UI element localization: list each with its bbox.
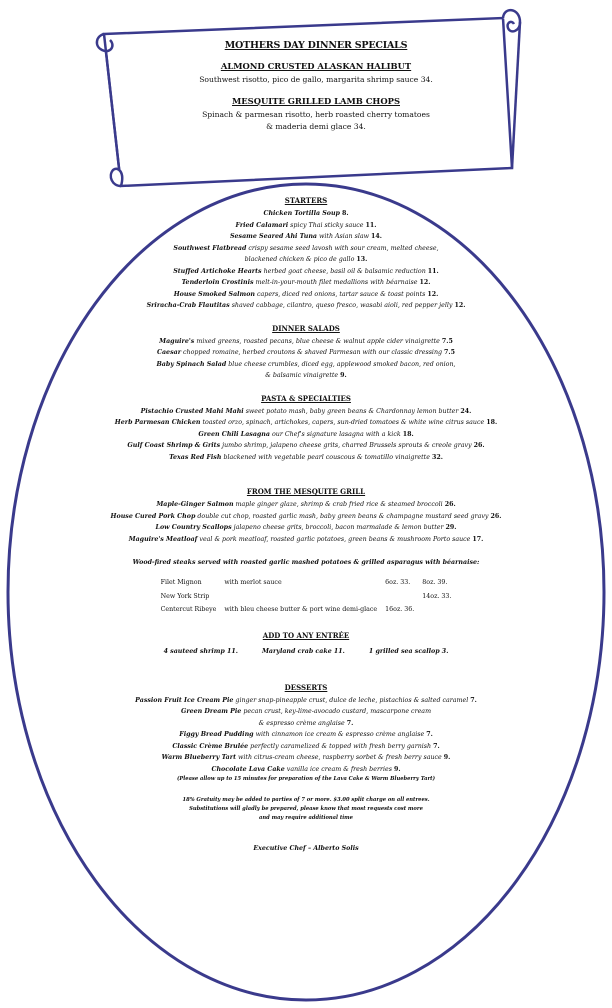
steak-description-cell: [220, 603, 381, 617]
special-description: Southwest risotto, pico de gallo, margarita shrimp sauce 34.: [199, 75, 433, 84]
mesquite-heading: FROM THE MESQUITE GRILL: [246, 487, 366, 496]
desserts-note: (Please allow up to 15 minutes for preparation of the Lava Cake & Warm Blueberry Tart): [176, 776, 436, 782]
item-price: 9.: [393, 765, 401, 773]
item-name: Figgy Bread Pudding: [179, 731, 254, 738]
steak-name-cell: [157, 576, 221, 590]
item-description: with cinnamon ice cream & espresso crème anglaise: [255, 731, 425, 738]
item-price: 26.: [473, 442, 485, 449]
item-name: Warm Blueberry Tart: [161, 754, 236, 761]
steaks-intro: Wood-fired steaks served with roasted garlic mashed potatoes & grilled asparagus with béarnaise:: [132, 559, 480, 566]
executive-chef: Executive Chef – Alberto Solis: [253, 845, 359, 852]
item-price: 12.: [454, 302, 466, 309]
menu-body: [96, 196, 516, 852]
steak-size-1-cell: [381, 576, 418, 590]
steak-size-1: 16oz. 36.: [385, 606, 415, 613]
steak-description: with merlot sauce: [224, 579, 282, 586]
menu-item: [96, 452, 516, 464]
item-name: Low Country Scallops: [155, 524, 232, 531]
menu-item: [96, 300, 516, 312]
menu-item: [96, 370, 516, 382]
starters-list: [96, 208, 516, 312]
steak-name: Filet Mignon: [160, 579, 202, 586]
item-price: 17.: [472, 535, 484, 543]
item-price: 12.: [419, 279, 431, 286]
menu-item: [96, 522, 516, 534]
item-description: herbed goat cheese, basil oil & balsamic reduction: [263, 267, 426, 275]
specials-title: MOTHERS DAY DINNER SPECIALS: [224, 40, 408, 51]
footer-notes: [96, 796, 516, 823]
item-name: Gulf Coast Shrimp & Grits: [127, 442, 221, 449]
steak-name-cell: [157, 603, 221, 617]
item-description: spicy Thai sticky sauce: [290, 221, 364, 229]
item-description: perfectly caramelized & topped with fresh berry garnish: [250, 742, 432, 750]
menu-item: [96, 406, 516, 418]
menu-item: [96, 347, 516, 359]
item-name: Chicken Tortilla Soup: [263, 210, 340, 217]
menu-item: [96, 511, 516, 523]
item-name: Maguire's: [159, 337, 195, 345]
item-price: 8.: [341, 210, 349, 217]
item-description: jalapeno cheese grits, broccoli, bacon marmalade & lemon butter: [233, 524, 444, 531]
item-description: melt-in-your-mouth filet medallions with béarnaise: [255, 279, 418, 286]
item-description: blackened chicken & pico de gallo: [244, 256, 355, 263]
item-description: with citrus-cream cheese, raspberry sorbet & fresh berry sauce: [238, 754, 442, 761]
steak-description-cell: [220, 590, 381, 604]
menu-item: [96, 243, 516, 255]
item-price: 14.: [371, 233, 382, 240]
item-name: Herb Parmesan Chicken: [114, 419, 201, 426]
starters-heading: STARTERS: [284, 196, 328, 205]
item-name: Chocolate Lava Cake: [211, 765, 285, 773]
menu-item: [96, 277, 516, 289]
item-description: maple ginger glaze, shrimp & crab fried rice & steamed broccoli: [235, 501, 443, 508]
steak-size-2: 8oz. 39.: [422, 579, 448, 586]
item-description: double cut chop, roasted garlic mash, baby green beans & champagne mustard seed gravy: [197, 512, 489, 520]
item-description: blackened with vegetable pearl couscous & tomatillo vinaigrette: [223, 453, 430, 461]
item-name: Green Dream Pie: [180, 708, 242, 715]
menu-item: [96, 429, 516, 441]
item-name: Stuffed Artichoke Hearts: [173, 267, 262, 275]
item-name: House Cured Pork Chop: [110, 512, 196, 520]
item-name: Pistachio Crusted Mahi Mahi: [140, 407, 244, 415]
item-name: Southwest Flatbread: [173, 244, 247, 252]
item-price: 18.: [486, 419, 498, 426]
menu-item: [96, 729, 516, 741]
menu-item: [96, 741, 516, 753]
special-description: & maderia demi glace 34.: [266, 122, 366, 131]
menu-item: [96, 208, 516, 220]
item-description: pecan crust, key-lime-avocado custard, mascarpone cream: [243, 708, 432, 715]
menu-item: [96, 534, 516, 546]
steak-size-2: 14oz. 33.: [422, 592, 452, 600]
item-description: shaved cabbage, cilantro, queso fresco, wasabi aioli, red pepper jelly: [231, 302, 453, 309]
item-price: 11.: [427, 267, 439, 275]
steak-row: [157, 590, 456, 604]
menu-item: [96, 289, 516, 301]
item-name: Caesar: [156, 349, 182, 356]
steak-row: [157, 576, 456, 590]
item-price: 9.: [443, 754, 451, 761]
item-description: & balsamic vinaigrette: [265, 372, 339, 379]
menu-item: [96, 266, 516, 278]
steak-name: Centercut Ribeye: [160, 606, 217, 613]
addon-item: 4 sauteed shrimp 11.: [163, 647, 238, 655]
item-description: blue cheese crumbles, diced egg, applewood smoked bacon, red onion,: [228, 360, 456, 368]
addon-item: 1 grilled sea scallop 3.: [368, 647, 449, 655]
steak-row: [157, 603, 456, 617]
item-price: 24.: [460, 407, 472, 415]
item-name: Classic Crème Brulée: [172, 742, 249, 750]
item-description: toasted orzo, spinach, artichokes, capers, sun-dried tomatoes & white wine citrus sauce: [202, 419, 485, 426]
item-description: with Asian slaw: [319, 233, 370, 240]
item-price: 18.: [402, 430, 414, 438]
steak-size-2-cell: [418, 576, 455, 590]
menu-item: [96, 752, 516, 764]
menu-item: [96, 417, 516, 429]
item-price: 32.: [431, 453, 443, 461]
menu-item: [96, 718, 516, 730]
menu-item: [96, 231, 516, 243]
item-price: 11.: [365, 221, 377, 229]
item-description: capers, diced red onions, tartar sauce & toast points: [257, 290, 426, 298]
item-name: Tenderloin Crostinis: [181, 279, 254, 286]
menu-item: [96, 706, 516, 718]
item-price: 26.: [490, 512, 502, 520]
steak-name: New York Strip: [160, 592, 210, 600]
steak-size-2-cell: [418, 603, 455, 617]
item-name: Maple-Ginger Salmon: [156, 501, 234, 508]
item-price: 12.: [427, 290, 439, 298]
item-description: mixed greens, roasted pecans, blue cheese & walnut apple cider vinaigrette: [196, 337, 440, 345]
specials-list: [118, 61, 514, 133]
item-price: 26.: [444, 501, 456, 508]
item-description: veal & pork meatloaf, roasted garlic potatoes, green beans & mushroom Porto sauce: [199, 535, 471, 543]
item-price: 7.: [433, 742, 440, 750]
item-name: Fried Calamari: [235, 221, 289, 229]
menu-item: [96, 499, 516, 511]
footer-note: 18% Gratuity may be added to parties of 7 or more. $3.00 split charge on all entrees.: [182, 797, 430, 803]
item-description: jumbo shrimp, jalapeno cheese grits, charred Brussels sprouts & creole gravy: [222, 442, 472, 449]
menu-item: [96, 440, 516, 452]
menu-item: [96, 359, 516, 371]
menu-item: [96, 220, 516, 232]
item-price: 9.: [340, 372, 347, 379]
specials-panel: [118, 36, 514, 133]
steak-description: with bleu cheese butter & port wine demi-glace: [224, 606, 378, 613]
item-description: & espresso crème anglaise: [258, 719, 345, 727]
item-name: Texas Red Fish: [169, 453, 222, 461]
item-description: ginger snap-pineapple crust, dulce de leche, pistachios & salted caramel: [235, 696, 469, 704]
item-price: 7.: [346, 719, 354, 727]
special-name: ALMOND CRUSTED ALASKAN HALIBUT: [220, 61, 412, 71]
steak-size-1-cell: [381, 590, 418, 604]
salads-list: [96, 336, 516, 382]
steak-size-2-cell: [418, 590, 455, 604]
item-name: Green Chili Lasagna: [198, 430, 270, 438]
item-price: 13.: [356, 256, 368, 263]
addons-list: [96, 648, 516, 655]
item-price: 7.: [426, 731, 433, 738]
addon-item: Maryland crab cake 11.: [261, 647, 345, 655]
item-price: 7.5: [444, 349, 456, 356]
desserts-list: [96, 695, 516, 776]
special-description: Spinach & parmesan risotto, herb roasted cherry tomatoes: [202, 110, 430, 119]
item-name: Sriracha-Crab Flautitas: [146, 302, 230, 309]
item-name: Baby Spinach Salad: [156, 360, 227, 368]
item-description: vanilla ice cream & fresh berries: [286, 765, 392, 773]
addons-heading: ADD TO ANY ENTRÉE: [262, 630, 350, 640]
item-description: our Chef's signature lasagna with a kick: [271, 430, 401, 438]
item-description: chopped romaine, herbed croutons & shaved Parmesan with our classic dressing: [183, 349, 443, 356]
steak-size-1-cell: [381, 603, 418, 617]
footer-note: and may require additional time: [259, 815, 353, 821]
special-name: MESQUITE GRILLED LAMB CHOPS: [232, 96, 400, 106]
item-name: Passion Fruit Ice Cream Pie: [135, 696, 234, 704]
desserts-heading: DESSERTS: [284, 682, 328, 692]
menu-item: [96, 336, 516, 348]
steak-description-cell: [220, 576, 381, 590]
steak-size-1: 6oz. 33.: [385, 579, 411, 586]
item-name: Maguire's Meatloaf: [128, 535, 198, 543]
mesquite-list: [96, 499, 516, 545]
pasta-list: [96, 406, 516, 464]
item-price: 7.5: [441, 337, 453, 345]
steaks-table: [157, 576, 456, 617]
footer-note: Substitutions will gladly be prepared, please know that most requests cost more: [189, 806, 423, 812]
menu-item: [96, 695, 516, 707]
item-name: Sesame Seared Ahi Tuna: [230, 233, 317, 240]
salads-heading: DINNER SALADS: [272, 323, 340, 333]
item-name: House Smoked Salmon: [173, 290, 255, 298]
menu-item: [96, 764, 516, 776]
item-description: sweet potato mash, baby green beans & Chardonnay lemon butter: [245, 407, 459, 415]
item-price: 29.: [445, 524, 457, 531]
steak-name-cell: [157, 590, 221, 604]
menu-item: [96, 254, 516, 266]
item-price: 7.: [470, 696, 477, 704]
pasta-heading: PASTA & SPECIALTIES: [261, 393, 351, 403]
item-description: crispy sesame seed lavosh with sour cream, melted cheese,: [248, 244, 439, 252]
